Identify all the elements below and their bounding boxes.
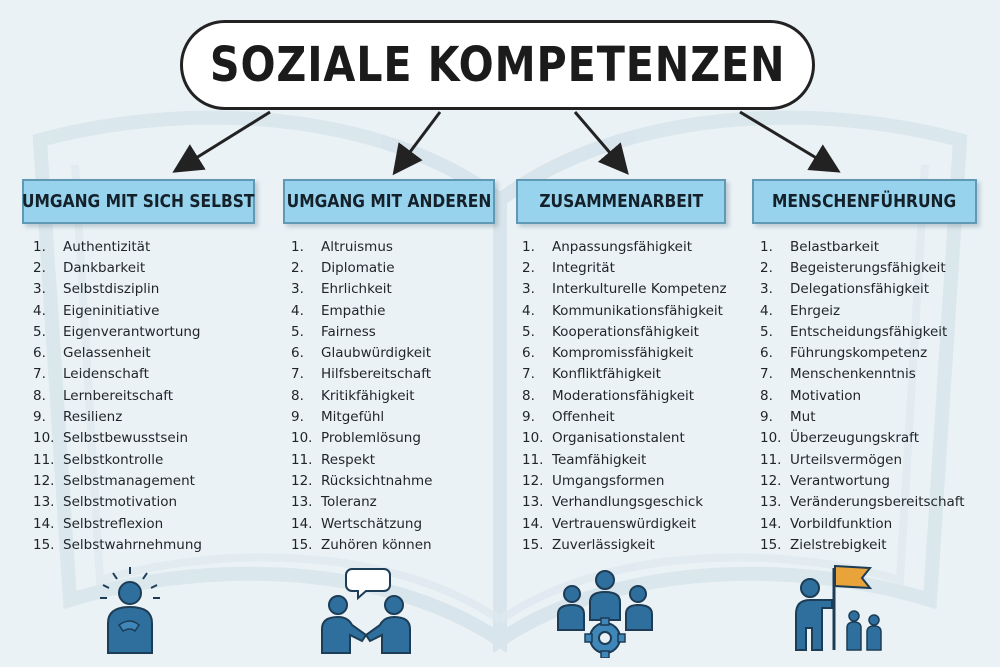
list-item-number: 11.: [522, 451, 544, 468]
list-item: [522, 470, 727, 491]
list-item-label: Kritikfähigkeit: [321, 387, 415, 404]
list-item: [33, 342, 202, 363]
column-header-1: [22, 179, 255, 224]
list-item-label: Kompromissfähigkeit: [552, 345, 694, 362]
list-column-3: [522, 236, 727, 555]
list-item: [291, 492, 432, 513]
list-column-2: [291, 236, 432, 555]
list-item-label: Selbstwahrnehmung: [63, 536, 202, 553]
list-item-number: 7.: [291, 366, 304, 383]
list-item-number: 3.: [522, 281, 535, 298]
list-item-number: 2.: [760, 259, 773, 276]
list-item-number: 3.: [291, 281, 304, 298]
list-item: [760, 428, 965, 449]
list-item-label: Begeisterungsfähigkeit: [790, 259, 946, 276]
list-item: [33, 513, 202, 534]
list-item-label: Umgangsformen: [552, 472, 665, 489]
team-gear-icon: [550, 568, 660, 658]
list-item-label: Lernbereitschaft: [63, 387, 174, 404]
list-item-number: 6.: [33, 345, 46, 362]
list-item-number: 8.: [33, 387, 46, 404]
list-item: [291, 513, 432, 534]
column-header-label: MENSCHENFÜHRUNG: [772, 191, 957, 212]
list-item-number: 4.: [522, 302, 535, 319]
list-item-number: 10.: [522, 430, 544, 447]
list-item-number: 12.: [291, 472, 313, 489]
list-item-number: 7.: [522, 366, 535, 383]
list-item: [522, 534, 727, 555]
list-item-number: 1.: [291, 238, 304, 255]
column-header-label: ZUSAMMENARBEIT: [539, 191, 703, 212]
list-item-number: 15.: [760, 536, 782, 553]
list-item-number: 5.: [522, 323, 535, 340]
list-item-number: 11.: [291, 451, 313, 468]
list-item: [291, 279, 432, 300]
list-item-label: Selbstdisziplin: [63, 281, 160, 298]
list-item-label: Dankbarkeit: [63, 259, 146, 276]
list-item-number: 4.: [33, 302, 46, 319]
list-item: [291, 342, 432, 363]
list-item-label: Respekt: [321, 451, 376, 468]
list-item-label: Offenheit: [552, 409, 615, 426]
list-item-number: 13.: [522, 494, 544, 511]
list-item-number: 3.: [33, 281, 46, 298]
list-item-label: Rücksichtnahme: [321, 472, 433, 489]
list-item-number: 7.: [760, 366, 773, 383]
handshake-conversation-icon: [318, 565, 413, 655]
list-item: [291, 406, 432, 427]
list-item-label: Mut: [790, 409, 816, 426]
list-item-label: Delegationsfähigkeit: [790, 281, 930, 298]
list-item-label: Selbstmanagement: [63, 472, 195, 489]
list-item-number: 11.: [33, 451, 55, 468]
list-item-number: 2.: [291, 259, 304, 276]
list-item-label: Integrität: [552, 259, 615, 276]
list-item-number: 5.: [291, 323, 304, 340]
list-item-label: Authentizität: [63, 238, 151, 255]
title-banner: [180, 20, 815, 110]
list-item: [760, 449, 965, 470]
list-item-number: 9.: [760, 409, 773, 426]
list-item-number: 12.: [522, 472, 544, 489]
list-item-number: 13.: [291, 494, 313, 511]
list-item: [33, 364, 202, 385]
list-item: [522, 321, 727, 342]
list-item-label: Eigenverantwortung: [63, 323, 201, 340]
list-item: [33, 470, 202, 491]
list-item-number: 3.: [760, 281, 773, 298]
list-item-label: Organisationstalent: [552, 430, 685, 447]
list-item-label: Kommunikationsfähigkeit: [552, 302, 723, 319]
list-item: [760, 236, 965, 257]
list-item-label: Selbstreflexion: [63, 515, 164, 532]
list-item-label: Überzeugungskraft: [790, 430, 919, 447]
list-item-label: Problemlösung: [321, 430, 421, 447]
list-item: [291, 449, 432, 470]
list-item-number: 9.: [291, 409, 304, 426]
list-item-number: 6.: [760, 345, 773, 362]
list-item-number: 10.: [33, 430, 55, 447]
list-item: [522, 342, 727, 363]
list-item-label: Mitgefühl: [321, 409, 385, 426]
list-item: [291, 364, 432, 385]
list-item-label: Altruismus: [321, 238, 393, 255]
list-item-label: Ehrgeiz: [790, 302, 841, 319]
list-item: [291, 428, 432, 449]
column-header-3: [516, 179, 726, 224]
list-item-label: Führungskompetenz: [790, 345, 928, 362]
list-item-label: Gelassenheit: [63, 345, 151, 362]
list-item: [760, 364, 965, 385]
list-column-4: [760, 236, 965, 555]
list-item: [291, 321, 432, 342]
list-item-number: 2.: [33, 259, 46, 276]
list-item-number: 14.: [33, 515, 55, 532]
list-item-number: 6.: [522, 345, 535, 362]
list-item: [33, 385, 202, 406]
list-item: [291, 300, 432, 321]
list-item: [522, 279, 727, 300]
list-item-label: Interkulturelle Kompetenz: [552, 281, 727, 298]
list-item-label: Anpassungsfähigkeit: [552, 238, 693, 255]
list-item-label: Wertschätzung: [321, 515, 423, 532]
list-item: [522, 428, 727, 449]
list-item-number: 6.: [291, 345, 304, 362]
list-item-number: 15.: [522, 536, 544, 553]
list-item-label: Selbstbewusstsein: [63, 430, 189, 447]
list-item: [760, 492, 965, 513]
list-item-label: Urteilsvermögen: [790, 451, 903, 468]
list-item-number: 15.: [33, 536, 55, 553]
list-item: [760, 257, 965, 278]
page-title: SOZIALE KOMPETENZEN: [209, 37, 786, 93]
list-item: [291, 257, 432, 278]
list-item-label: Zuverlässigkeit: [552, 536, 655, 553]
self-reflection-person-icon: [95, 565, 165, 655]
list-item-number: 11.: [760, 451, 782, 468]
list-item-label: Veränderungsbereitschaft: [790, 494, 965, 511]
list-item-number: 13.: [760, 494, 782, 511]
column-header-2: [283, 179, 495, 224]
list-item-number: 15.: [291, 536, 313, 553]
list-column-1: [33, 236, 202, 555]
list-item-label: Resilienz: [63, 409, 123, 426]
list-item-label: Zuhören können: [321, 536, 432, 553]
list-item-label: Ehrlichkeit: [321, 281, 392, 298]
list-item: [522, 385, 727, 406]
list-item: [33, 428, 202, 449]
list-item-number: 9.: [522, 409, 535, 426]
list-item-number: 13.: [33, 494, 55, 511]
list-item-label: Verantwortung: [790, 472, 890, 489]
list-item-label: Eigeninitiative: [63, 302, 160, 319]
list-item-number: 14.: [291, 515, 313, 532]
list-item: [522, 449, 727, 470]
list-item: [33, 236, 202, 257]
list-item-label: Verhandlungsgeschick: [552, 494, 704, 511]
list-item-label: Zielstrebigkeit: [790, 536, 887, 553]
list-item-label: Glaubwürdigkeit: [321, 345, 432, 362]
list-item: [760, 470, 965, 491]
list-item-number: 10.: [291, 430, 313, 447]
list-item: [33, 534, 202, 555]
column-header-label: UMGANG MIT SICH SELBST: [22, 191, 255, 212]
list-item-label: Belastbarkeit: [790, 238, 879, 255]
list-item: [522, 257, 727, 278]
leader-flag-icon: [788, 560, 888, 655]
list-item-number: 4.: [291, 302, 304, 319]
list-item: [33, 406, 202, 427]
list-item: [522, 364, 727, 385]
list-item: [291, 385, 432, 406]
list-item: [760, 279, 965, 300]
list-item-number: 8.: [291, 387, 304, 404]
list-item-label: Toleranz: [321, 494, 377, 511]
list-item: [760, 534, 965, 555]
list-item: [522, 300, 727, 321]
list-item: [291, 236, 432, 257]
list-item-number: 5.: [760, 323, 773, 340]
list-item-label: Leidenschaft: [63, 366, 149, 383]
list-item: [522, 492, 727, 513]
list-item: [33, 257, 202, 278]
list-item: [291, 470, 432, 491]
list-item: [522, 236, 727, 257]
list-item: [291, 534, 432, 555]
list-item: [760, 300, 965, 321]
list-item: [522, 406, 727, 427]
list-item-label: Fairness: [321, 323, 376, 340]
column-header-4: [752, 179, 977, 224]
list-item-number: 12.: [760, 472, 782, 489]
list-item-number: 12.: [33, 472, 55, 489]
list-item-label: Motivation: [790, 387, 862, 404]
list-item-number: 10.: [760, 430, 782, 447]
list-item: [33, 300, 202, 321]
list-item-number: 1.: [522, 238, 535, 255]
list-item-label: Teamfähigkeit: [552, 451, 647, 468]
list-item-label: Vorbildfunktion: [790, 515, 893, 532]
list-item-label: Empathie: [321, 302, 386, 319]
list-item-label: Entscheidungsfähigkeit: [790, 323, 948, 340]
list-item-label: Vertrauenswürdigkeit: [552, 515, 697, 532]
list-item: [760, 321, 965, 342]
list-item-number: 8.: [760, 387, 773, 404]
list-item: [760, 513, 965, 534]
list-item-number: 4.: [760, 302, 773, 319]
list-item: [33, 492, 202, 513]
list-item-number: 8.: [522, 387, 535, 404]
list-item-number: 1.: [760, 238, 773, 255]
list-item: [33, 449, 202, 470]
column-header-label: UMGANG MIT ANDEREN: [286, 191, 492, 212]
list-item-label: Selbstkontrolle: [63, 451, 164, 468]
list-item-number: 2.: [522, 259, 535, 276]
list-item-label: Kooperationsfähigkeit: [552, 323, 699, 340]
list-item: [522, 513, 727, 534]
list-item: [33, 321, 202, 342]
list-item: [760, 406, 965, 427]
list-item-label: Menschenkenntnis: [790, 366, 916, 383]
list-item-label: Diplomatie: [321, 259, 395, 276]
list-item-label: Moderationsfähigkeit: [552, 387, 695, 404]
list-item-label: Selbstmotivation: [63, 494, 178, 511]
list-item-number: 5.: [33, 323, 46, 340]
list-item-number: 1.: [33, 238, 46, 255]
list-item-number: 9.: [33, 409, 46, 426]
list-item: [760, 385, 965, 406]
list-item: [760, 342, 965, 363]
list-item: [33, 279, 202, 300]
list-item-label: Hilfsbereitschaft: [321, 366, 432, 383]
list-item-number: 14.: [760, 515, 782, 532]
list-item-label: Konfliktfähigkeit: [552, 366, 661, 383]
list-item-number: 7.: [33, 366, 46, 383]
list-item-number: 14.: [522, 515, 544, 532]
